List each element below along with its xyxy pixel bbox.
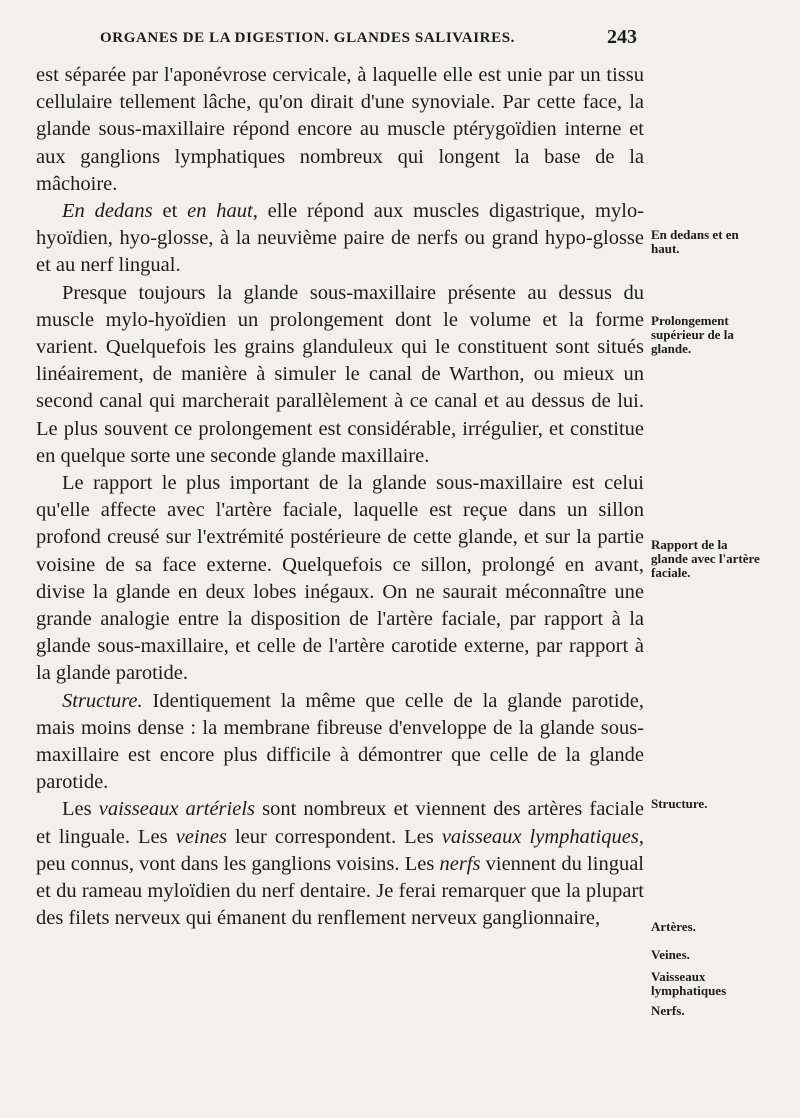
paragraph-2 — [36, 198, 644, 280]
margin-note-lymphatiques: Vaisseaux lymphatiques — [651, 969, 727, 998]
paragraph-6-text-a: Les — [62, 798, 99, 821]
paragraph-2-text-b: , elle répond aux muscles digastrique, mylo-hyoïdien, hyo-glosse, à la neuvième paire de nerfs ou grand hypo-glosse et au nerf lingual. — [36, 200, 645, 277]
paragraph-5 — [36, 688, 644, 797]
emphasis-structure: Structure. — [62, 689, 143, 712]
margin-note-arteres: Artères. — [651, 919, 696, 934]
margin-note-veines: Veines. — [651, 947, 690, 962]
running-title: ORGANES DE LA DIGESTION. GLANDES SALIVAIRES. — [100, 30, 515, 46]
paragraph-6 — [36, 796, 644, 932]
emphasis-en-dedans: En dedans — [62, 200, 153, 223]
margin-note-structure: Structure. — [651, 796, 708, 811]
paragraph-6-text-c: leur correspondent. Les — [226, 825, 442, 848]
margin-note-rapport: Rapport de la glande avec l'artère faciale. — [651, 537, 760, 580]
margin-note-prolongement: Prolongement supérieur de la glande. — [651, 313, 734, 356]
paragraph-3: Presque toujours la glande sous-maxillaire présente au dessus du muscle mylo-hyoïdien un prolongement dont le volume et la forme varient. Quelquefois les grains glanduleux qui le constituent sont situés linéairement, de manière à simuler le canal de Warthon, ou mieux un second canal qui marcherait parallèlement à ce canal et au dessus de lui. Le plus souvent ce prolongement est considérable, irrégulier, et constitue en quelque sorte une seconde glande maxillaire. — [36, 281, 644, 467]
paragraph-6-text-e: viennent du lingual et du rameau myloïdien du nerf dentaire. Je ferai remarquer que la plupart des filets nerveux qui émanent du renflement nerveux ganglionnaire, — [36, 852, 644, 930]
paragraph-5-text: Identiquement la même que celle de la glande parotide, mais moins dense : la membrane fibreuse d'enveloppe de la glande sous-maxillaire est encore plus difficile à démontrer que celle de la glande parotide. — [36, 689, 644, 794]
paragraph-6-text-b: sont nombreux et viennent des artères faciale et linguale. Les — [36, 798, 644, 848]
body-text — [36, 62, 644, 933]
paragraph-2-text-a: et — [152, 200, 188, 223]
emphasis-vaisseaux-lymphatiques: vaisseaux lymphatiques — [441, 825, 639, 848]
paragraph-6-text-d: , peu connus, vont dans les ganglions voisins. Les — [36, 825, 644, 875]
emphasis-vaisseaux-arteriels: vaisseaux artériels — [98, 798, 255, 821]
margin-note-nerfs: Nerfs. — [651, 1003, 685, 1018]
emphasis-nerfs: nerfs — [439, 852, 481, 875]
emphasis-en-haut: en haut — [187, 200, 253, 223]
paragraph-1: est séparée par l'aponévrose cervicale, à laquelle elle est unie par un tissu cellulaire tellement lâche, qu'on dirait d'une synoviale. Par cette face, la glande sous-maxillaire répond encore au muscle ptérygoïdien interne et aux ganglions lymphatiques nombreux qui longent la base de la mâchoire. — [36, 64, 644, 195]
emphasis-veines: veines — [175, 825, 227, 848]
page-number: 243 — [607, 26, 637, 48]
paragraph-4: Le rapport le plus important de la glande sous-maxillaire est celui qu'elle affecte avec l'artère faciale, laquelle est reçue dans un sillon profond creusé sur l'extrémité postérieure de cette glande, et sur la partie voisine de sa face externe. Quelquefois ce sillon, prolongé en avant, divise la glande en deux lobes inégaux. On ne saurait méconnaître une grande analogie entre la disposition de l'artère faciale, par rapport à la glande sous-maxillaire, et celle de l'artère carotide externe, par rapport à la glande parotide. — [36, 472, 644, 685]
margin-note-en-dedans: En dedans et en haut. — [651, 227, 739, 256]
